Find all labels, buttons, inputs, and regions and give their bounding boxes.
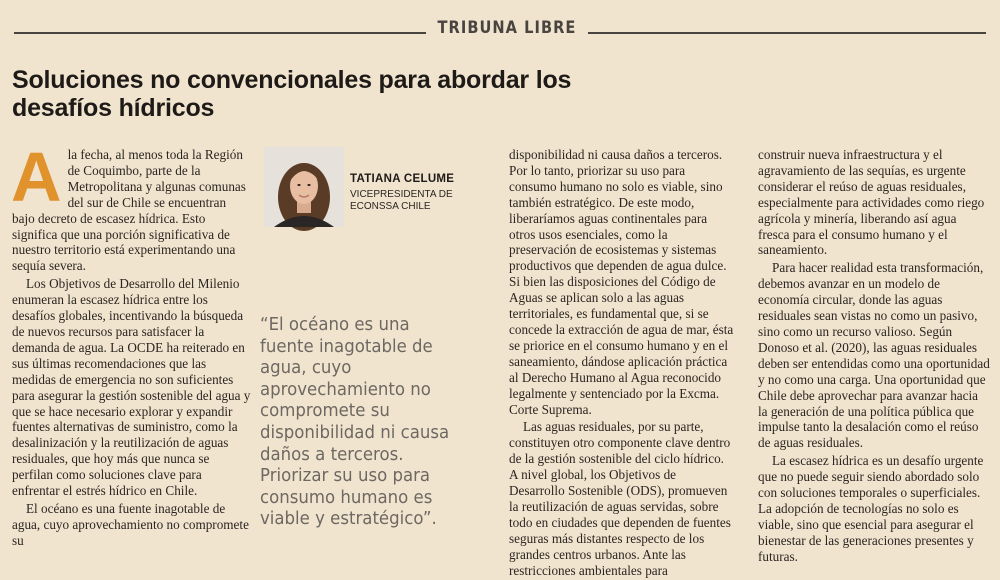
author-avatar xyxy=(264,147,344,227)
paragraph: Las aguas residuales, por su parte, constituyen otro componente clave dentro de la gestión sostenible del ciclo hídrico. A nivel global, los Objetivos de Desarrollo Sostenible (ODS), promueven la reutilización de aguas servidas, sobre todo en ciudades que dependen de fuentes seguras más distantes respecto de los grandes centros urbanos. Ante las restricciones ambientales para xyxy=(509,419,731,578)
paragraph: disponibilidad ni causa daños a terceros. Por lo tanto, priorizar su uso para consumo humano no solo es viable, sino también estratégico. De este modo, liberaríamos aguas continentales para otros usos esenciales, como la preservación de ecosistemas y sistemas productivos que dependen de agua dulce. Si bien las disposiciones del Código de Aguas se aplican solo a las aguas territoriales, es fundamental que, si se concede la extracción de agua de mar, ésta se priorice en el consumo humano y en el saneamiento, dándose aplicación práctica al Derecho Humano al Agua reconocido legalmente y sentenciado por la Excma. Corte Suprema. xyxy=(509,147,734,417)
paragraph: La escasez hídrica es un desafío urgente que no puede seguir siendo abordado solo con soluciones temporales o superficiales. La adopción de tecnologías no solo es viable, sino que esencial para asegurar el bienestar de las generaciones presentes y futuras. xyxy=(758,453,984,564)
article-column-3 xyxy=(509,147,734,580)
paragraph-intro xyxy=(11,138,252,274)
paragraph: El océano es una fuente inagotable de agua, cuyo aprovechamiento no compromete su xyxy=(12,500,249,548)
author-name: TATIANA CELUME xyxy=(350,173,455,185)
section-label: TRIBUNA LIBRE xyxy=(437,18,577,38)
author-block xyxy=(258,147,498,232)
header-rule-left xyxy=(14,32,426,34)
paragraph: construir nueva infraestructura y el agravamiento de las sequías, es urgente considerar el reúso de aguas residuales, especialmente para actividades como riego agrícola y minería, liberando así agua fresca para el consumo humano y el saneamiento. xyxy=(758,147,985,258)
pull-quote: “El océano es una fuente inagotable de agua, cuyo aprovechamiento no compromete su disponibilidad ni causa daños a terceros. Priorizar su uso para consumo humano es viable y estratégico”. xyxy=(260,314,450,530)
header-rule-right xyxy=(588,32,986,34)
paragraph-text: la fecha, al menos toda la Región de Coquimbo, parte de la Metropolitana y algunas comunas del sur de Chile se encuentran bajo decreto de escasez hídrica. Esto significa que una porción significativa de nuestro territorio está experimentando una sequía severa. xyxy=(12,147,246,274)
article-column-4 xyxy=(758,147,990,567)
article-column-1 xyxy=(11,138,252,551)
author-portrait-icon xyxy=(264,147,344,227)
author-role: VICEPRESIDENTA DE ECONSSA CHILE xyxy=(350,189,453,212)
headline: Soluciones no convencionales para abordar los desafíos hídricos xyxy=(12,66,572,122)
section-header xyxy=(0,8,1000,48)
drop-cap: A xyxy=(11,138,62,216)
paragraph: Los Objetivos de Desarrollo del Milenio enumeran la escasez hídrica entre los desafíos globales, incentivando la búsqueda de nuevos recursos para satisfacer la demanda de agua. La OCDE ha reiterado en sus últimas recomendaciones que las medidas de emergencia no son suficientes para asegurar la gestión sostenible del agua y que se hace necesario explorar y expandir fuentes alternativas de suministro, como la desalinización y la reutilización de aguas residuales, que hoy más que nunca se perfilan como soluciones clave para enfrentar el estrés hídrico en Chile. xyxy=(12,276,251,499)
paragraph: Para hacer realidad esta transformación, debemos avanzar en un modelo de economía circular, donde las aguas residuales sean vistas no como un pasivo, sino como un recurso valioso. Según Donoso et al. (2020), las aguas residuales deben ser entendidas como una oportunidad y no como una carga. Una oportunidad que Chile debe aprovechar para avanzar hacia la generación de una política pública que impulse tanto la desalación como el reúso de aguas residuales. xyxy=(758,260,990,451)
